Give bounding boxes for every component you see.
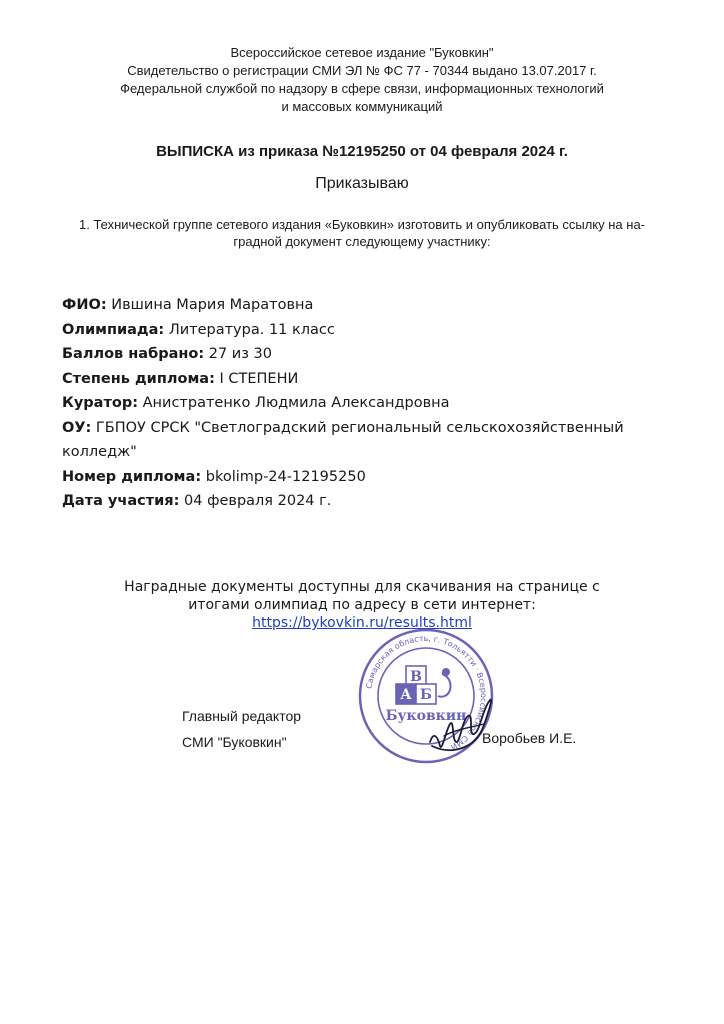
field-value: Анистратенко Людмила Александровна xyxy=(142,395,450,411)
header-line: Всероссийское сетевое издание "Буковкин" xyxy=(230,45,494,60)
instruction-line: градной документ следующему участнику: xyxy=(233,234,491,249)
field-value: I СТЕПЕНИ xyxy=(219,370,299,387)
field-label: ФИО: xyxy=(62,297,107,313)
document-title: ВЫПИСКА из приказа №12195250 от 04 февраля 2024 г. xyxy=(156,143,568,160)
position-line: Главный редактор xyxy=(182,708,302,724)
header-line: Федеральной службой по надзору в сфере связи, информационных технологий xyxy=(120,81,604,96)
signatory-name: Воробьев И.Е. xyxy=(482,730,577,746)
stamp-block-letter: А xyxy=(400,687,412,703)
field-olympiad xyxy=(62,318,662,343)
field-institution-continued xyxy=(62,440,662,465)
field-value: 04 февраля 2024 г. xyxy=(184,493,332,509)
field-score xyxy=(62,342,662,367)
field-label: Дата участия: xyxy=(62,493,180,509)
field-curator xyxy=(62,391,662,416)
field-value: 27 из 30 xyxy=(208,346,273,362)
header-line: и массовых коммуникаций xyxy=(281,99,443,114)
stamp-block-letter: В xyxy=(410,669,422,685)
decree-heading: Приказываю xyxy=(315,175,409,192)
stamp-center-text: Буковкин xyxy=(385,708,467,724)
instruction-line: 1. Технической группе сетевого издания «Буковкин» изготовить и опубликовать ссылку на на- xyxy=(78,217,646,232)
field-value: колледж" xyxy=(62,444,137,460)
field-participation-date xyxy=(62,489,662,514)
field-label: Степень диплома: xyxy=(62,370,215,387)
note-line: Наградные документы доступны для скачивания на странице с xyxy=(124,579,600,595)
publisher-header xyxy=(0,44,724,116)
field-value: Ившина Мария Маратовна xyxy=(111,297,314,313)
field-value: bkolimp-24-12195250 xyxy=(205,468,366,485)
position-line: СМИ "Буковкин" xyxy=(182,734,287,750)
field-fio xyxy=(62,293,662,318)
field-label: Номер диплома: xyxy=(62,468,202,485)
header-line: Свидетельство о регистрации СМИ ЭЛ № ФС 77 - 70344 выдано 13.07.2017 г. xyxy=(127,63,597,78)
field-value: ГБПОУ СРСК "Светлоградский региональный сельскохозяйственный xyxy=(95,419,624,436)
note-line: итогами олимпиад по адресу в сети интернет: xyxy=(188,597,536,613)
field-label: ОУ: xyxy=(62,419,92,436)
field-institution xyxy=(62,416,662,441)
field-label: Куратор: xyxy=(62,395,139,411)
signatory-position xyxy=(182,703,301,755)
download-note xyxy=(0,578,724,632)
field-degree xyxy=(62,367,662,392)
participant-details xyxy=(62,293,662,514)
field-label: Баллов набрано: xyxy=(62,346,205,362)
handwritten-signature-icon xyxy=(424,690,500,758)
field-value: Литература. 11 класс xyxy=(168,321,335,338)
instruction-paragraph xyxy=(60,216,664,250)
field-diploma-number xyxy=(62,465,662,490)
results-link[interactable]: https://bykovkin.ru/results.html xyxy=(252,615,472,631)
field-label: Олимпиада: xyxy=(62,321,165,338)
stamp-block-letter: Б xyxy=(420,687,432,703)
stamp-ring-text: Самарская область, г. Тольятти · Всероссийское СМИ xyxy=(364,633,489,752)
